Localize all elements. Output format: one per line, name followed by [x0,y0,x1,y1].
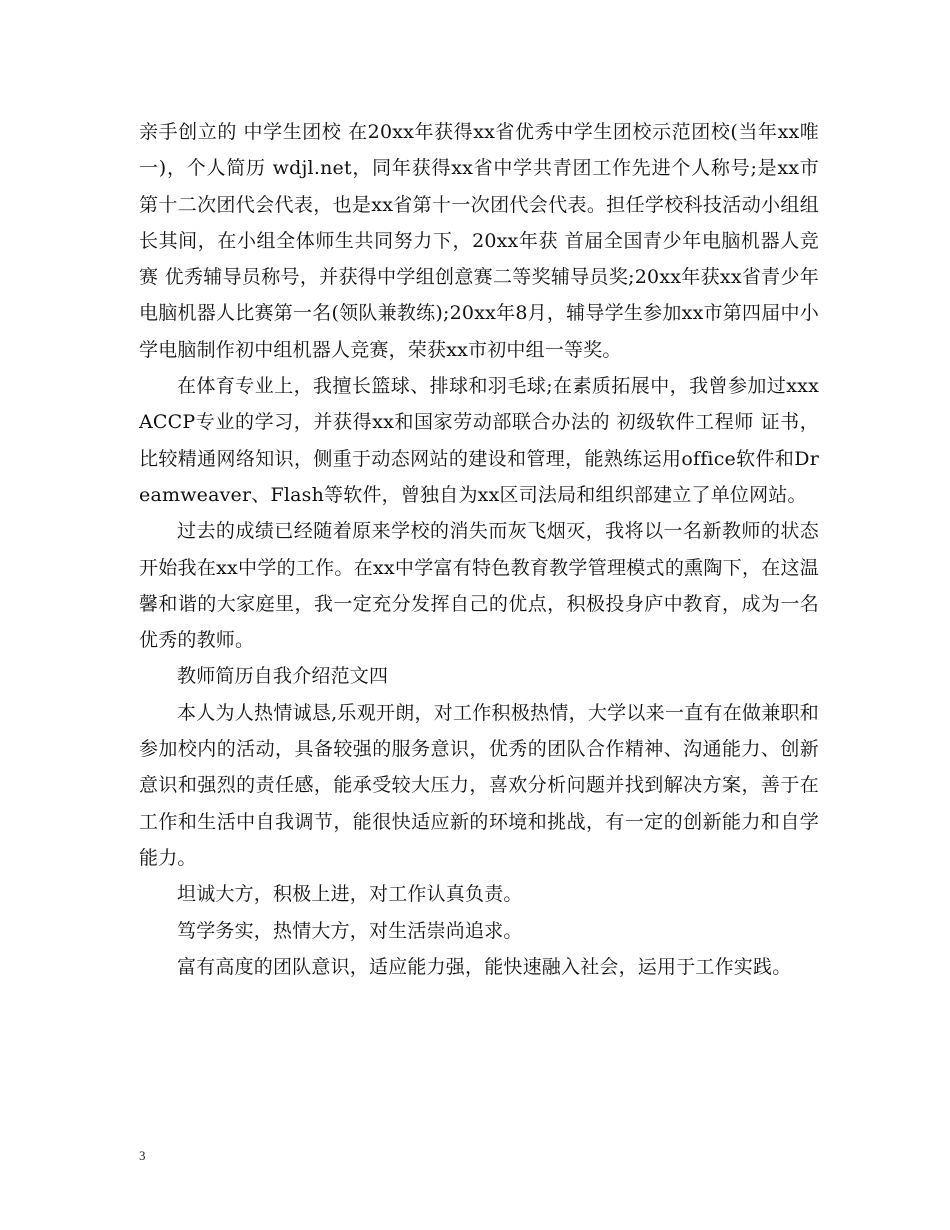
paragraph-6: 坦诚大方，积极上进，对工作认真负责。 [177,883,523,906]
paragraph-7: 笃学务实，热情大方，对生活崇尚追求。 [177,919,523,942]
paragraph-8: 富有高度的团队意识，适应能力强，能快速融入社会，运用于工作实践。 [177,955,792,978]
paragraph-5: 本人为人热情诚恳,乐观开朗，对工作积极热情，大学以来一直有在做兼职和参加校内的活动，具备较强的服务意识，优秀的团队合作精神、沟通能力、创新意识和强烈的责任感，能承受较大压力，喜欢分析问题并找到解决方案，善于在工作和生活中自我调节，能很快适应新的环境和挑战，有一定的创新能力和自学能力。 [139,701,819,869]
section-heading: 教师简历自我介绍范文四 [177,665,389,688]
paragraph-1: 亲手创立的 中学生团校 在20xx年获得xx省优秀中学生团校示范团校(当年xx唯一)，个人简历 wdjl.net，同年获得xx省中学共青团工作先进个人称号;是xx市第十二次团代会代表，也是xx省第十一次团代会代表。担任学校科技活动小组组长其间，在小组全体师生共同努力下，20xx年获 首届全国青少年电脑机器人竞赛 优秀辅导员称号，并获得中学组创意赛二等奖辅导员奖;20xx年获xx省青少年电脑机器人比赛第一名(领队兼教练);20xx年8月，辅导学生参加xx市第四届中小学电脑制作初中组机器人竞赛，荣获xx市初中组一等奖。 [139,121,819,361]
paragraph-3: 过去的成绩已经随着原来学校的消失而灰飞烟灭，我将以一名新教师的状态开始我在xx中学的工作。在xx中学富有特色教育教学管理模式的熏陶下，在这温馨和谐的大家庭里，我一定充分发挥自己的优点，积极投身庐中教育，成为一名优秀的教师。 [139,520,819,652]
page-number: 3 [139,1148,146,1163]
document-body [139,114,819,985]
paragraph-2: 在体育专业上，我擅长篮球、排球和羽毛球;在素质拓展中，我曾参加过xxxACCP专业的学习，并获得xx和国家劳动部联合办法的 初级软件工程师 证书，比较精通网络知识，侧重于动态网站的建设和管理，能熟练运用office软件和Dreamweaver、Flash等软件，曾独自为xx区司法局和组织部建立了单位网站。 [139,375,819,506]
